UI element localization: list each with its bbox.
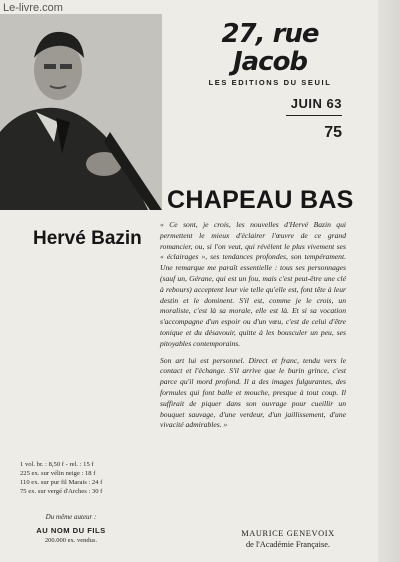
masthead-title: 27, rue Jacob <box>221 19 319 77</box>
price-line: 75 ex. sur vergé d'Arches : 30 f <box>20 488 103 495</box>
price-line: 225 ex. sur vélin neige : 18 f <box>20 470 96 477</box>
review-paragraph: Son art lui est personnel. Direct et franc, tendu vers le contact et l'échange. S'il arrive que le burin grince, c'est parce qu'il mord profond. Il a des images fulgurantes, des formules qui font balle et mouche, presque à tout coup. Il suffirait de piquer dans son ouvrage pour cueillir un bouquet sauvage, d'une verdeur, d'un jaillissement, d'une vivacité admirables. » <box>160 355 346 430</box>
price-list <box>20 460 102 496</box>
publisher-name: LES EDITIONS DU SEUIL <box>208 78 332 87</box>
review-paragraph: « Ce sont, je crois, les nouvelles d'Hervé Bazin qui permettent le mieux d'éclairer l'œuvre de ce grand romancier, ou, si l'on veut, qui révèlent le plus vivement ses « éclairages », ses tendances profondes, son tempérament. Une remarque me paraît essentielle : tous ses personnages (sauf un, Gérane, qui est un fou, mais c'est peut-être une clé à rebours) acceptent leur vie telle qu'elle est, font tête à leur destin et le dominent. S'il est, comme je le crois, un moraliste, c'est là sa morale, elle est là. Et si sa vocation s'accompagne d'un espoir ou d'un vœu, c'est de celui d'être tonique et du désavouir, quitte à les bousculer un peu, ses pitoyables contemporains. <box>160 220 346 348</box>
price-line: 110 ex. sur pur fil Marais : 24 f <box>20 479 103 486</box>
same-author-label: Du même auteur : <box>45 513 97 521</box>
masthead <box>195 20 345 87</box>
issue-number: 75 <box>324 124 342 141</box>
same-author-title: AU NOM DU FILS <box>36 526 106 535</box>
headline: CHAPEAU BAS <box>167 186 354 214</box>
author-photo <box>0 14 162 210</box>
same-author-block <box>30 513 112 544</box>
watermark: Le-livre.com <box>3 2 63 14</box>
issue-date: JUIN 63 <box>286 96 342 116</box>
author-portrait-image <box>0 14 162 210</box>
author-name: Hervé Bazin <box>33 228 142 249</box>
review-text <box>160 220 346 437</box>
same-author-count: 200.000 ex. vendus. <box>44 537 98 544</box>
review-signature <box>224 528 352 550</box>
signature-title: de l'Académie Française. <box>245 540 331 549</box>
issue-info <box>286 96 342 142</box>
page-edge <box>378 0 400 562</box>
signature-name: MAURICE GENEVOIX <box>241 529 335 538</box>
price-line: 1 vol. br. : 8,50 f - rel. : 15 f <box>20 461 94 468</box>
